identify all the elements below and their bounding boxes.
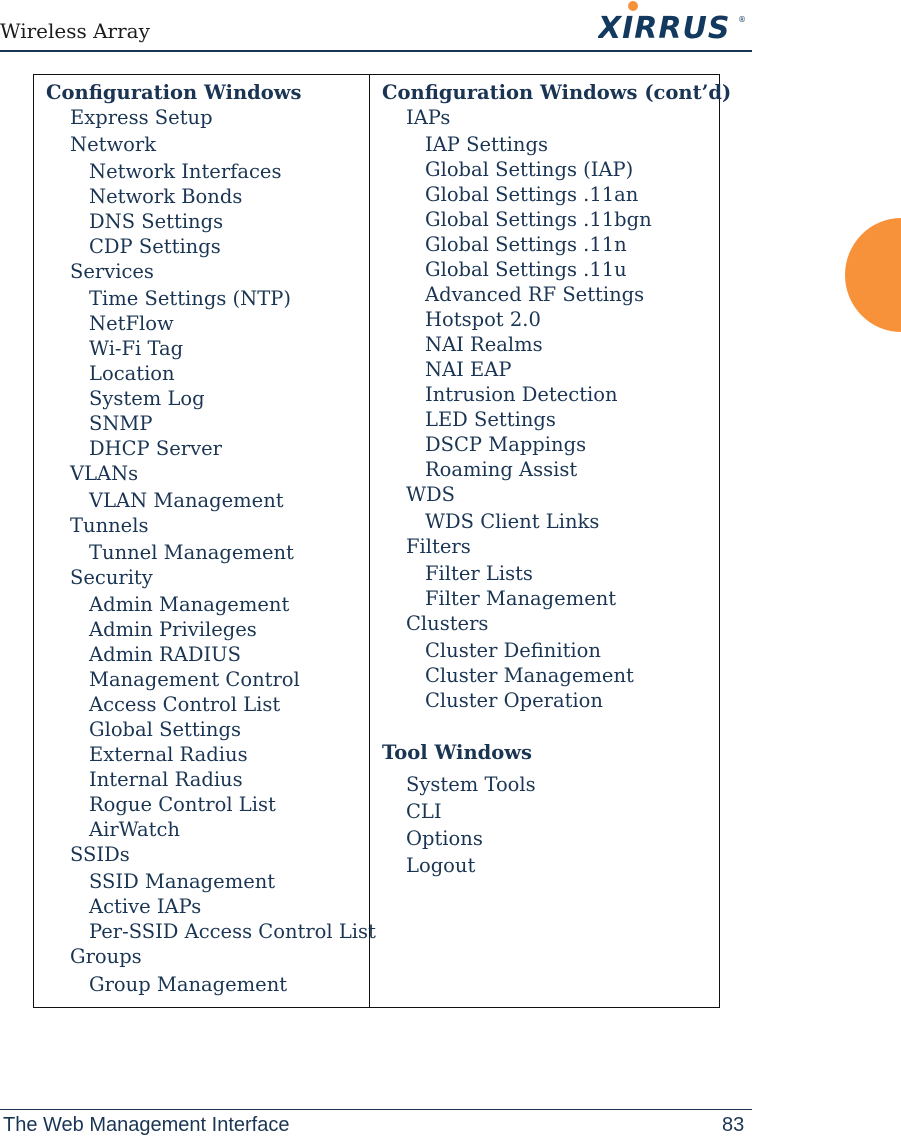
- chapter-tab-marker: [845, 218, 901, 332]
- group-item: IAPs: [406, 106, 451, 129]
- subitem: LED Settings: [425, 408, 556, 431]
- group-item: VLANs: [70, 462, 139, 485]
- subitem: Admin Management: [89, 593, 290, 616]
- subitem: Internal Radius: [89, 768, 243, 791]
- subitem: NAI EAP: [425, 358, 512, 381]
- group-item: Filters: [406, 535, 471, 558]
- subitem: Group Management: [89, 973, 288, 996]
- subitem: VLAN Management: [89, 489, 284, 512]
- subitem: Tunnel Management: [89, 541, 294, 564]
- group-item: Services: [70, 260, 154, 283]
- subitem: DSCP Mappings: [425, 433, 587, 456]
- section-heading: Configuration Windows: [46, 81, 302, 104]
- subitem: Hotspot 2.0: [425, 308, 541, 331]
- column-divider: [369, 75, 370, 1007]
- subitem: Global Settings .11bgn: [425, 208, 652, 231]
- subitem: Global Settings .11u: [425, 258, 627, 281]
- footer-rule: [0, 1109, 752, 1110]
- subitem: NAI Realms: [425, 333, 543, 356]
- svg-text:XIRRUS: XIRRUS: [598, 11, 731, 44]
- subitem: Advanced RF Settings: [425, 283, 645, 306]
- subitem: Access Control List: [89, 693, 281, 716]
- subitem: Cluster Operation: [425, 689, 603, 712]
- page-number: 83: [722, 1114, 745, 1136]
- subitem: CDP Settings: [89, 235, 221, 258]
- subitem: AirWatch: [89, 818, 180, 841]
- subitem: NetFlow: [89, 312, 174, 335]
- config-windows-table: [33, 74, 732, 1008]
- subitem: Management Control: [89, 668, 300, 691]
- xirrus-logo: [598, 0, 748, 44]
- subitem: SSID Management: [89, 870, 276, 893]
- subitem: DNS Settings: [89, 210, 224, 233]
- tool-item: CLI: [406, 800, 442, 823]
- subitem: SNMP: [89, 412, 153, 435]
- subitem: IAP Settings: [425, 133, 548, 156]
- subitem: Admin RADIUS: [89, 643, 241, 666]
- subitem: Global Settings .11n: [425, 233, 627, 256]
- group-item: Tunnels: [70, 514, 149, 537]
- subitem: Global Settings (IAP): [425, 158, 634, 181]
- subitem: Intrusion Detection: [425, 383, 618, 406]
- subitem: Active IAPs: [89, 895, 202, 918]
- header-rule: [0, 50, 752, 52]
- subitem: DHCP Server: [89, 437, 222, 460]
- section-heading: Configuration Windows (cont’d): [382, 81, 732, 104]
- page-header-title: Wireless Array: [0, 19, 150, 43]
- group-item: SSIDs: [70, 843, 130, 866]
- subitem: Global Settings: [89, 718, 241, 741]
- subitem: Time Settings (NTP): [89, 287, 291, 310]
- group-item: Security: [70, 566, 153, 589]
- subitem: Cluster Definition: [425, 639, 601, 662]
- group-item: Clusters: [406, 612, 489, 635]
- subitem: WDS Client Links: [425, 510, 600, 533]
- group-item: WDS: [406, 483, 456, 506]
- subitem: Per-SSID Access Control List: [89, 920, 376, 943]
- subitem: Location: [89, 362, 175, 385]
- subitem: Cluster Management: [425, 664, 634, 687]
- tool-item: Logout: [406, 854, 476, 877]
- subitem: Filter Lists: [425, 562, 533, 585]
- subitem: Global Settings .11an: [425, 183, 639, 206]
- tool-item: System Tools: [406, 773, 536, 796]
- subitem: Rogue Control List: [89, 793, 276, 816]
- footer-title: The Web Management Interface: [3, 1114, 290, 1136]
- svg-text:®: ®: [738, 15, 746, 24]
- subitem: Filter Management: [425, 587, 617, 610]
- group-item: Express Setup: [70, 106, 213, 129]
- subitem: Network Bonds: [89, 185, 243, 208]
- subitem: System Log: [89, 387, 205, 410]
- subitem: External Radius: [89, 743, 248, 766]
- tool-item: Options: [406, 827, 483, 850]
- group-item: Groups: [70, 945, 142, 968]
- group-item: Network: [70, 133, 157, 156]
- subitem: Roaming Assist: [425, 458, 578, 481]
- subitem: Wi-Fi Tag: [89, 337, 184, 360]
- subitem: Network Interfaces: [89, 160, 282, 183]
- tools-heading: Tool Windows: [382, 741, 533, 764]
- subitem: Admin Privileges: [89, 618, 257, 641]
